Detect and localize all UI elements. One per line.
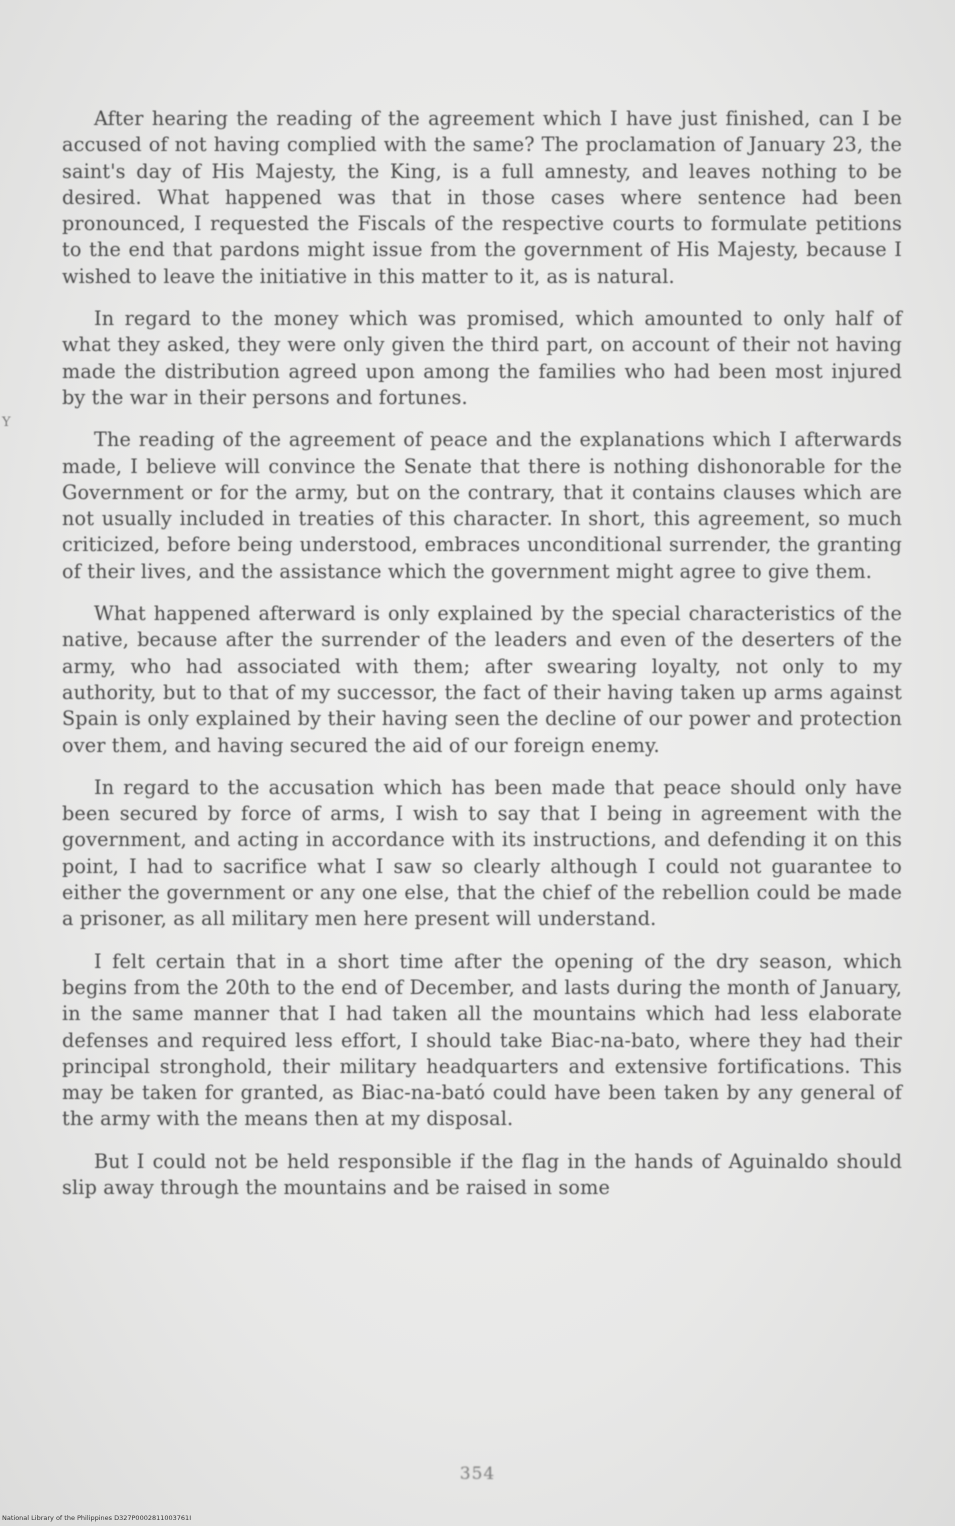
paragraph-native-characteristics: What happened afterward is only explained by the special characteristics of the native, because after the surrender of the leaders and even of the deserters of the army, who had associated with them; after swearing loyalty, not only to my authority, but to that of my successor, the fact of their having taken up arms against Spain is only explained by their having seen the decline of our power and protection over them, and having secured the aid of our foreign enemy. xyxy=(62,602,902,757)
paragraph-aguinaldo-flag: But I could not be held responsible if the flag in the hands of Aguinaldo should slip away through the mountains and be raised in some xyxy=(62,1149,902,1199)
paragraph-force-of-arms: In regard to the accusation which has been made that peace should only have been secured by force of arms, I wish to say that I being in agreement with the government, and acting in accordance with its instructions, and defending it on this point, I had to sacrifice what I saw so clearly although I could not guarantee to either the government or any one else, that the chief of the rebellion could be made a prisoner, as all military men here present will understand. xyxy=(62,775,902,931)
paragraph-agreement-of-peace: The reading of the agreement of peace and the explanations which I afterwards made, I believe will convince the Senate that there is nothing dishonorable for the Government or for the army, but on the contrary, that it contains clauses which are not usually included in treaties of this character. In short, this agreement, so much criticized, before being understood, embraces unconditional surrender, the granting of their lives, and the assistance which the government might agree to give them. xyxy=(62,428,902,583)
page-number: 354 xyxy=(459,1464,496,1484)
paragraph-biac-na-bato: I felt certain that in a short time after the opening of the dry season, which begins from the 20th to the end of December, and lasts during the month of January, in the same manner that I had taken all the mountains which had less elaborate defenses and required less effort, I should take Biac-na-bato, where they had their principal stronghold, their military headquarters and extensive fortifications. This may be taken for granted, as Biac-na-bató could have been taken by any general of the army with the means then at my disposal. xyxy=(62,949,902,1131)
paragraph-money: In regard to the money which was promised, which amounted to only half of what they asked, they were only given the third part, on account of their not having made the distribution agreed upon among the families who had been most injured by the war in their persons and fortunes. xyxy=(62,307,902,409)
body-text xyxy=(62,106,902,1217)
margin-mark: Y xyxy=(2,415,11,430)
paragraph-amnesty: After hearing the reading of the agreement which I have just finished, can I be accused of not having complied with the same? The proclamation of January 23, the saint's day of His Majesty, the King, is a full amnesty, and leaves nothing to be desired. What happened was that in those cases where sentence had been pronounced, I requested the Fiscals of the respective courts to formulate petitions to the end that pardons might issue from the government of His Majesty, because I wished to leave the initiative in this matter to it, as is natural. xyxy=(62,107,902,288)
archive-credit: National Library of the Philippines D327P0002811003761I xyxy=(2,1514,192,1522)
